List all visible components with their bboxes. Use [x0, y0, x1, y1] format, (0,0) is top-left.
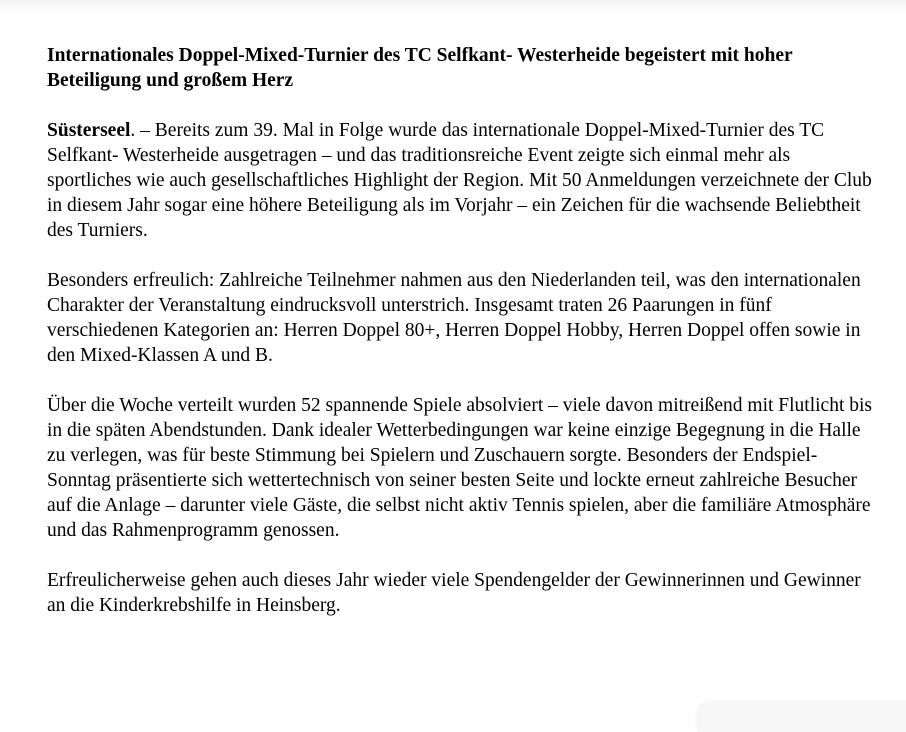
article-paragraph-3: Über die Woche verteilt wurden 52 spannende Spiele absolviert – viele davon mitreißend mit Flutlicht bis in die späten Abendstunden. Dank idealer Wetterbedingungen war keine einzige Begegnung in die Halle zu verlegen, was für beste Stimmung bei Spielern und Zuschauern sorgte. Besonders der Endspiel-Sonntag präsentierte sich wettertechnisch von seiner besten Seite und lockte erneut zahlreiche Besucher auf die Anlage – darunter viele Gäste, die selbst nicht aktiv Tennis spielen, aber die familiäre Atmosphäre und das Rahmenprogramm genossen. — [47, 395, 872, 541]
article-headline: Internationales Doppel-Mixed-Turnier des TC Selfkant- Westerheide begeistert mit hoher Beteiligung und großem Herz — [47, 45, 793, 91]
document-page — [47, 43, 877, 643]
article-paragraph-2: Besonders erfreulich: Zahlreiche Teilnehmer nahmen aus den Niederlanden teil, was den internationalen Charakter der Veranstaltung eindrucksvoll unterstrich. Insgesamt traten 26 Paarungen in fünf verschiedenen Kategorien an: Herren Doppel 80+, Herren Doppel Hobby, Herren Doppel offen sowie in den Mixed-Klassen A und B. — [47, 270, 861, 366]
article-paragraph-4: Erfreulicherweise gehen auch dieses Jahr wieder viele Spendengelder der Gewinnerinnen und Gewinner an die Kinderkrebshilfe in Heinsberg. — [47, 570, 861, 616]
article-paragraph-1 — [47, 118, 877, 243]
article-paragraph-1-text: . – Bereits zum 39. Mal in Folge wurde das internationale Doppel-Mixed-Turnier des TC Selfkant- Westerheide ausgetragen – und das traditionsreiche Event zeigte sich einmal mehr als sportliches wie auch gesellschaftliches Highlight der Region. Mit 50 Anmeldungen verzeichnete der Club in diesem Jahr sogar eine höhere Beteiligung als im Vorjahr – ein Zeichen für die wachsende Beliebtheit des Turniers. — [47, 120, 872, 241]
overlay-panel-edge — [698, 702, 906, 732]
window-top-edge — [0, 0, 906, 14]
article-dateline: Süsterseel — [47, 120, 131, 141]
